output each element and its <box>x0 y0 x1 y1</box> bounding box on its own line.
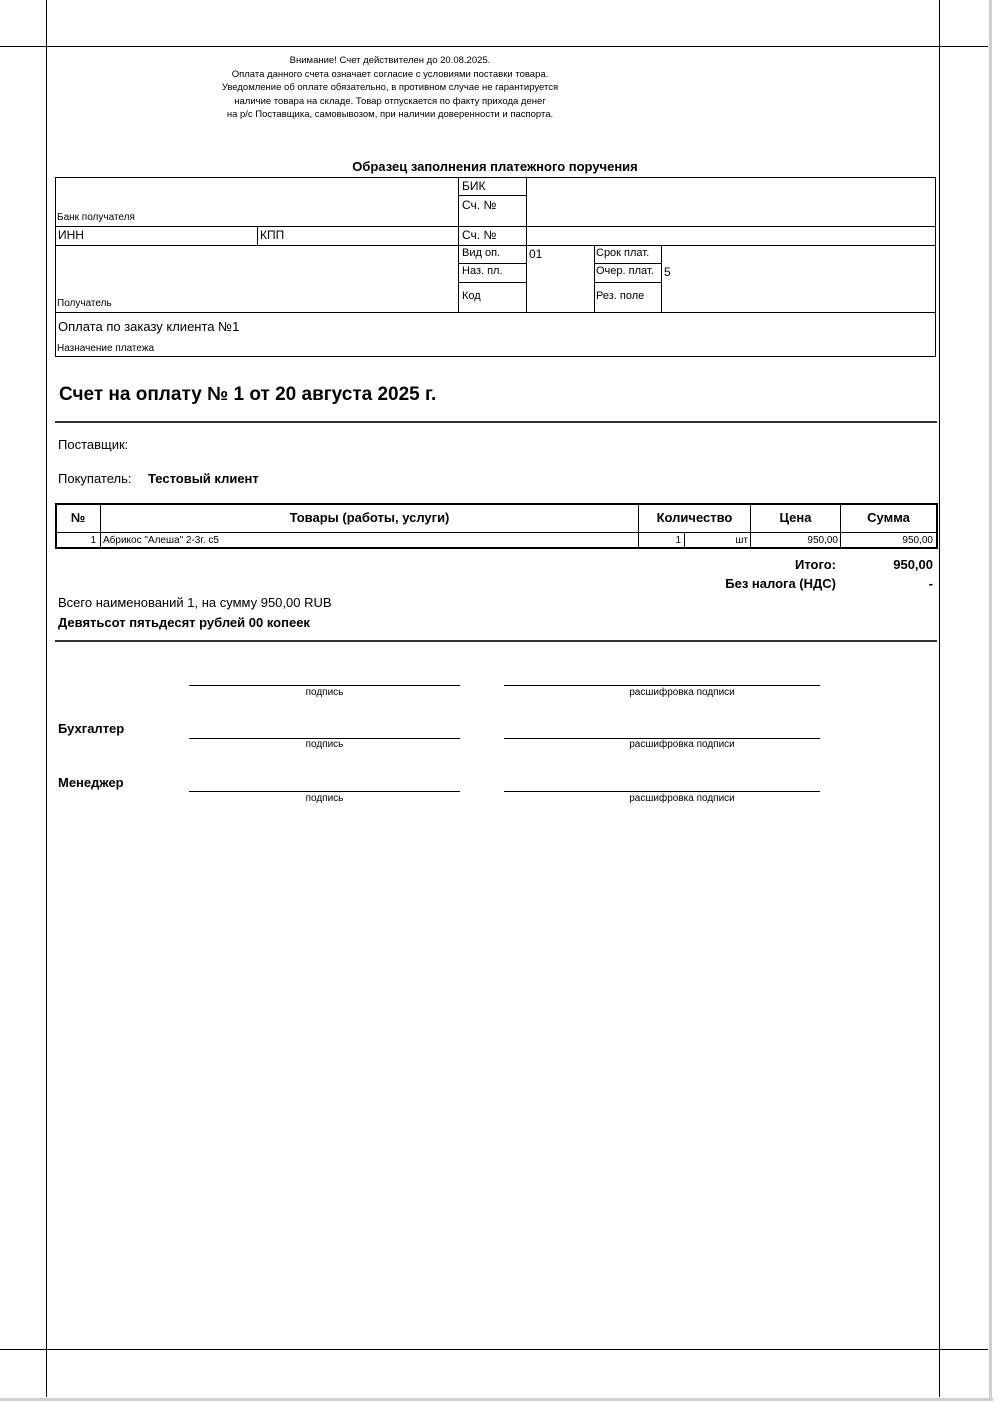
row-price: 950,00 <box>807 535 838 546</box>
signature-caption: подпись <box>305 739 344 750</box>
notice-line: Внимание! Счет действителен до 20.08.2025. <box>289 55 491 66</box>
totals-divider <box>55 640 937 642</box>
row-unit: шт <box>735 535 748 546</box>
decode-caption: расшифровка подписи <box>629 687 735 698</box>
ocher-plat-label: Очер. плат. <box>596 265 654 277</box>
account-label: Сч. № <box>462 198 497 212</box>
bank-label: Банк получателя <box>57 212 135 223</box>
decode-line <box>504 791 820 792</box>
header-sum: Сумма <box>867 510 910 525</box>
decode-caption: расшифровка подписи <box>629 739 735 750</box>
vat-label: Без налога (НДС) <box>725 576 836 591</box>
notice-line: Оплата данного счета означает согласие с условиями поставки товара. <box>231 68 549 80</box>
buyer-value: Тестовый клиент <box>148 471 259 486</box>
buyer-label: Покупатель: <box>58 471 132 486</box>
vid-op-label: Вид оп. <box>462 247 501 259</box>
decode-caption: расшифровка подписи <box>629 793 735 804</box>
total-value: 950,00 <box>893 557 933 572</box>
row-name: Абрикос "Алеша" 2-3г. с5 <box>103 535 219 546</box>
signature-line <box>189 685 460 686</box>
page-margin-left <box>46 0 47 1397</box>
srok-plat-label: Срок плат. <box>596 247 650 259</box>
account-label-2: Сч. № <box>462 228 497 242</box>
total-label: Итого: <box>795 557 836 572</box>
row-num: 1 <box>90 535 96 546</box>
signature-line <box>189 791 460 792</box>
manager-label: Менеджер <box>58 775 124 790</box>
validity-notice <box>140 54 640 122</box>
page-margin-top <box>0 46 988 47</box>
row-qty: 1 <box>675 535 681 546</box>
page-margin-right <box>939 0 940 1397</box>
page-shadow-bottom <box>0 1398 993 1401</box>
vid-op-value: 01 <box>529 247 543 261</box>
recipient-label: Получатель <box>57 298 112 309</box>
kod-label: Код <box>462 290 481 302</box>
purpose-value: Оплата по заказу клиента №1 <box>58 319 240 334</box>
items-summary: Всего наименований 1, на сумму 950,00 RUB <box>58 595 332 610</box>
decode-line <box>504 685 820 686</box>
amount-in-words: Девятьсот пятьдесят рублей 00 копеек <box>58 615 310 630</box>
inn-label: ИНН <box>58 228 84 242</box>
header-goods: Товары (работы, услуги) <box>289 510 450 525</box>
page-margin-bottom <box>0 1349 988 1350</box>
header-num: № <box>70 510 86 525</box>
page-shadow-right <box>989 0 992 1401</box>
purpose-label: Назначение платежа <box>57 343 155 354</box>
header-price: Цена <box>779 510 812 525</box>
payment-order-title: Образец заполнения платежного поручения <box>352 159 638 174</box>
bik-label: БИК <box>462 179 486 193</box>
rez-pole-label: Рез. поле <box>596 290 645 302</box>
vat-value: - <box>928 576 933 591</box>
signature-caption: подпись <box>305 793 344 804</box>
notice-line: Уведомление об оплате обязательно, в противном случае не гарантируется <box>221 82 559 93</box>
title-divider <box>55 421 937 423</box>
notice-line: на р/с Поставщика, самовывозом, при наличии доверенности и паспорта. <box>226 109 554 120</box>
kpp-label: КПП <box>260 228 285 242</box>
header-quantity: Количество <box>656 510 733 525</box>
row-sum: 950,00 <box>902 535 933 546</box>
naz-pl-label: Наз. пл. <box>462 265 503 277</box>
accountant-label: Бухгалтер <box>58 721 125 736</box>
ocher-plat-value: 5 <box>664 265 671 279</box>
notice-line: наличие товара на складе. Товар отпускается по факту прихода денег <box>234 95 546 107</box>
invoice-title: Счет на оплату № 1 от 20 августа 2025 г. <box>59 384 437 405</box>
signature-caption: подпись <box>305 687 344 698</box>
supplier-label: Поставщик: <box>58 437 129 452</box>
